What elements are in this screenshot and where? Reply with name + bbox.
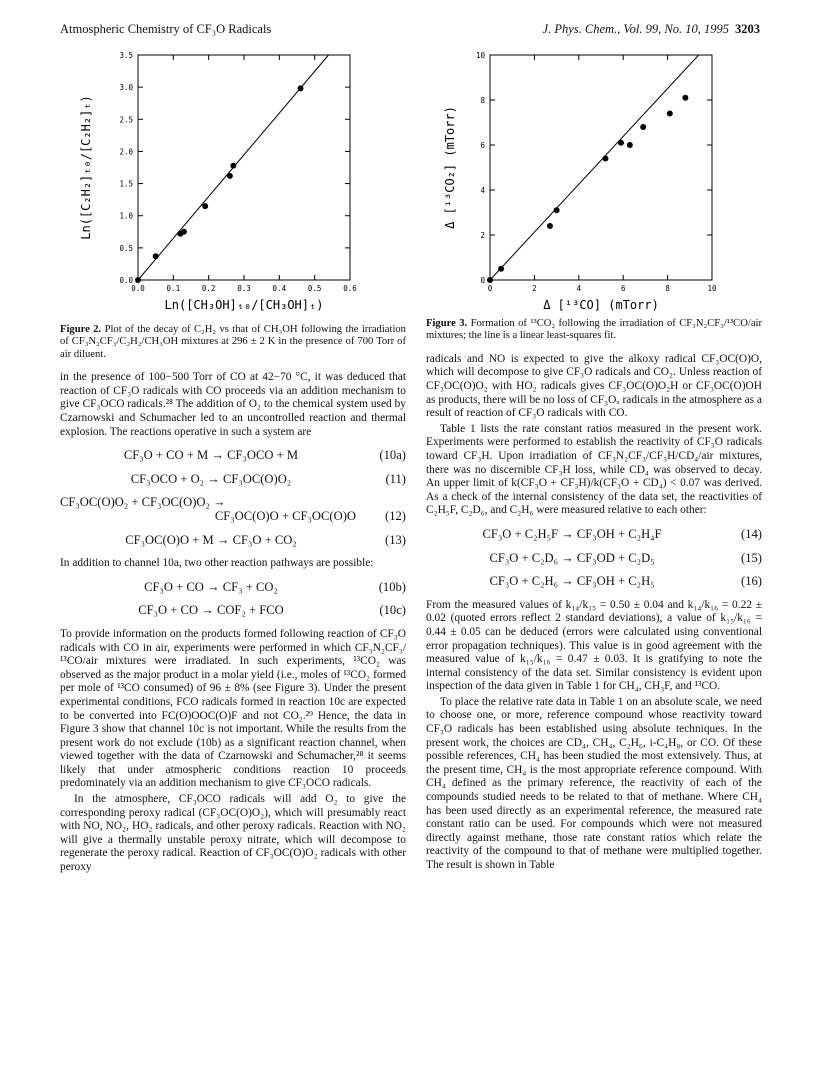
data-point <box>627 142 633 148</box>
x-tick-label: 0.4 <box>272 284 287 293</box>
data-point <box>498 266 504 272</box>
equation-16 <box>426 575 762 589</box>
figure-3 <box>426 48 762 343</box>
figure-3-caption <box>426 318 762 343</box>
equation-10b-expr: CF₃O + CO → CF₃ + CO₂ <box>144 579 278 594</box>
equation-13 <box>60 534 406 548</box>
equation-11 <box>60 473 406 487</box>
x-tick-label: 8 <box>665 284 670 293</box>
data-point <box>181 229 187 235</box>
y-tick-label: 2.0 <box>119 147 133 157</box>
y-tick-label: 2 <box>480 231 485 240</box>
equation-11-number: (11) <box>385 471 406 486</box>
figure-2-caption-text: Plot of the decay of C₂H₂ vs that of CH₃OH following the irradiation of CF₃N₂CF₃/C₂H₂/CH₃OH mixtures at 296 ± 2 K in the presence of 700 Torr of air diluent. <box>60 324 406 360</box>
equation-14-number: (14) <box>741 526 762 541</box>
data-point <box>227 173 233 179</box>
figure-3-chart <box>426 48 762 312</box>
equation-16-number: (16) <box>741 574 762 589</box>
data-point <box>602 156 608 162</box>
y-tick-label: 3.0 <box>119 83 133 93</box>
data-point <box>618 140 624 146</box>
x-axis-label: Ln([CH₃OH]ₜ₀/[CH₃OH]ₜ) <box>164 298 324 312</box>
left-column <box>60 48 406 877</box>
equation-13-expr: CF₃OC(O)O + M → CF₃O + CO₂ <box>125 532 297 547</box>
y-tick-label: 3.5 <box>119 51 133 60</box>
figure-3-caption-label: Figure 3. <box>426 318 468 329</box>
right-column <box>426 48 762 875</box>
equation-15-number: (15) <box>741 550 762 565</box>
equation-10a <box>60 449 406 463</box>
figure-3-caption-text: Formation of ¹³CO₂ following the irradiation of CF₃N₂CF₃/¹³CO/air mixtures; the line is a linear least-squares fit. <box>426 318 762 342</box>
equation-12-line-2 <box>60 510 406 524</box>
journal-citation: J. Phys. Chem., Vol. 99, No. 10, 1995 <box>542 22 729 36</box>
right-paragraph-4: To place the relative rate data in Table 1 on an absolute scale, we need to choose one, or more, reference compound whose reactivity toward CF₃O radicals has been established using absolute techniques. In the present work, the choices are CD₄, CH₄, C₂H₆, i-C₄H₈, or CO. Of these possible references, CH₄ has been studied the most extensively. Thus, at the present time, CH₄ is the most appropriate reference compound. With CH₄ defined as the primary reference, the reactivity of each of the compounds studied needs to be related to that of methane. Where CH₄ has been used directly as an experimental reference, the measured rate constant ratio can be used. For compounds which were not measured directly against methane, those rate constant ratios which relate the reactivity of the compound to that of methane were multiplied together. The result is shown in Table <box>426 695 762 871</box>
left-paragraph-3: To provide information on the products formed following reaction of CF₃O radicals with CO in air, experiments were performed in which CF₃N₂CF₃/¹³CO/air mixtures were irradiated. In such experiments, ¹³CO₂ was observed as the major product in a molar yield (i.e., moles of ¹³CO₂ formed per mole of ¹³CO consumed) of 96 ± 8% (see Figure 3). Under the present experimental conditions, FCO radicals formed in reaction 10c are expected to be converted into FC(O)OOC(O)F and not CO₂.²⁹ Hence, the data in Figure 3 show that channel 10c is not important. While the results from the present work do not exclude (10b) as a significant reaction channel, when viewed together with the data of Czarnowski and Schumacher,²⁸ it seems likely that under atmospheric conditions reaction 10 proceeds predominately via an addition mechanism to give CF₃OCO radicals. <box>60 627 406 790</box>
y-tick-label: 10 <box>475 51 485 60</box>
equation-10c-expr: CF₃O + CO → COF₂ + FCO <box>138 603 284 618</box>
y-tick-label: 1.5 <box>119 179 133 189</box>
figure-2-chart <box>60 48 406 318</box>
data-point <box>298 85 304 91</box>
data-point <box>682 95 688 101</box>
figure-2 <box>60 48 406 361</box>
equation-10a-expr: CF₃O + CO + M → CF₃OCO + M <box>123 448 299 463</box>
data-point <box>554 207 560 213</box>
right-paragraph-2: Table 1 lists the rate constant ratios measured in the present work. Experiments were performed to establish the reactivity of CF₃O radicals toward CF₃H. Upon irradiation of CF₃N₂CF₃/CF₃H/CD₄/air mixtures, there was no discernible CF₃H loss, while CD₄ was observed to decay. An upper limit of k(CF₃O + CF₃H)/k(CF₃O + CD₄) < 0.07 was derived. As a check of the internal consistency of the data set, the reactivities of C₂H₅F, C₂D₆, and C₂H₆ were measured relative to each other: <box>426 422 762 517</box>
plot-frame <box>490 55 712 280</box>
x-tick-label: 0 <box>487 284 493 293</box>
left-paragraph-1: in the presence of 100−500 Torr of CO at 42−70 °C, it was deduced that reaction of CF₃O radicals with CO proceeds via an addition mechanism to give CF₃OCO radicals.²⁸ The addition of O₂ to the chemical system used by Czarnowski and Schumacher led to an uncontrolled reaction and thermal explosion. The reactions operative in such a system are <box>60 371 406 438</box>
running-header <box>60 22 760 40</box>
x-tick-label: 4 <box>576 284 582 293</box>
data-point <box>230 163 236 169</box>
equation-10c-number: (10c) <box>379 603 406 618</box>
right-paragraph-1: radicals and NO is expected to give the alkoxy radical CF₃OC(O)O, which will decompose to give CF₃O radicals and CO₂. Unless reaction of CF₃OC(O)O₂ with HO₂ radicals gives CF₃OC(O)O₂H or CF₃OC(O)OH as products, there will be no loss of CF₃Oₓ radicals in the atmosphere as a result of reaction of CF₃O radicals with CO. <box>426 352 762 420</box>
x-tick-label: 10 <box>707 284 717 293</box>
x-tick-label: 0.1 <box>166 284 181 293</box>
fit-line <box>490 55 699 280</box>
header-journal <box>543 22 760 37</box>
y-tick-label: 0 <box>480 276 485 285</box>
x-tick-label: 0.0 <box>131 284 145 293</box>
equation-12-expr: CF₃OC(O)O + CF₃OC(O)O <box>214 508 356 523</box>
equation-15-expr: CF₃O + C₂D₆ → CF₃OD + C₂D₅ <box>489 550 655 565</box>
header-title: Atmospheric Chemistry of CF₃O Radicals <box>60 22 272 36</box>
y-tick-label: 0.0 <box>119 276 133 285</box>
plot-frame <box>138 55 350 280</box>
data-point <box>640 124 646 130</box>
equation-16-expr: CF₃O + C₂H₆ → CF₃OH + C₂H₅ <box>489 574 655 589</box>
equation-12-number: (12) <box>385 508 406 523</box>
equation-11-expr: CF₃OCO + O₂ → CF₃OC(O)O₂ <box>130 471 292 486</box>
y-tick-label: 6 <box>480 141 485 150</box>
data-point <box>667 111 673 117</box>
x-tick-label: 0.6 <box>343 284 357 293</box>
page-number: 3203 <box>735 22 760 36</box>
y-axis-label: Ln([C₂H₂]ₜ₀/[C₂H₂]ₜ) <box>79 95 93 240</box>
equation-12 <box>60 496 406 523</box>
left-paragraph-2: In addition to channel 10a, two other reaction pathways are possible: <box>60 557 374 570</box>
data-point <box>153 253 159 259</box>
left-paragraph-4: In the atmosphere, CF₃OCO radicals will add O₂ to give the corresponding peroxy radical (CF₃OC(O)O₂), which will presumably react with NO, NO₂, HO₂ radicals, and other peroxy radicals. Reaction with NO₂ will give a thermally unstable peroxy nitrate, which will decompose to regenerate the peroxy radical. Reaction of CF₃OC(O)O₂ radicals with other peroxy <box>60 793 406 874</box>
equation-14-expr: CF₃O + C₂H₅F → CF₃OH + C₂H₄F <box>482 526 662 541</box>
x-tick-label: 0.2 <box>201 284 216 293</box>
data-point <box>202 203 208 209</box>
x-tick-label: 0.5 <box>307 284 322 293</box>
figure-2-caption-label: Figure 2. <box>60 324 102 335</box>
y-tick-label: 2.5 <box>119 115 133 125</box>
y-tick-label: 1.0 <box>119 211 133 221</box>
equation-12-line-1: CF₃OC(O)O₂ + CF₃OC(O)O₂ → <box>60 495 226 510</box>
equation-15 <box>426 552 762 566</box>
x-tick-label: 6 <box>620 284 626 293</box>
data-point <box>135 277 141 283</box>
data-point <box>547 223 553 229</box>
equation-10b <box>60 581 406 595</box>
equation-10a-number: (10a) <box>379 448 406 463</box>
equation-14 <box>426 528 762 542</box>
y-tick-label: 0.5 <box>119 243 133 253</box>
x-tick-label: 2 <box>532 284 537 293</box>
y-axis-label: Δ [¹³CO₂] (mTorr) <box>443 106 457 229</box>
figure-2-caption <box>60 324 406 361</box>
x-axis-label: Δ [¹³CO] (mTorr) <box>543 298 659 312</box>
equation-10c <box>60 604 406 618</box>
x-tick-label: 0.3 <box>237 284 251 293</box>
equation-13-number: (13) <box>385 532 406 547</box>
right-paragraph-3: From the measured values of k₁₄/k₁₅ = 0.50 ± 0.04 and k₁₄/k₁₆ = 0.22 ± 0.02 (quoted errors reflect 2 standard deviations), a value of k₁₅/k₁₆ = 0.44 ± 0.05 can be deduced (errors were calculated using conventional error propagation techniques). This value is in good agreement with the measured value of k₁₅/k₁₆ = 0.47 ± 0.03. It is gratifying to note the internal consistency of the data set. Similar consistency is evident upon inspection of the data given in Table 1 for CH₄, CH₃F, and ¹³CO. <box>426 598 762 693</box>
y-tick-label: 8 <box>480 96 485 105</box>
data-point <box>487 277 493 283</box>
y-tick-label: 4 <box>480 186 485 195</box>
equation-10b-number: (10b) <box>378 579 406 594</box>
